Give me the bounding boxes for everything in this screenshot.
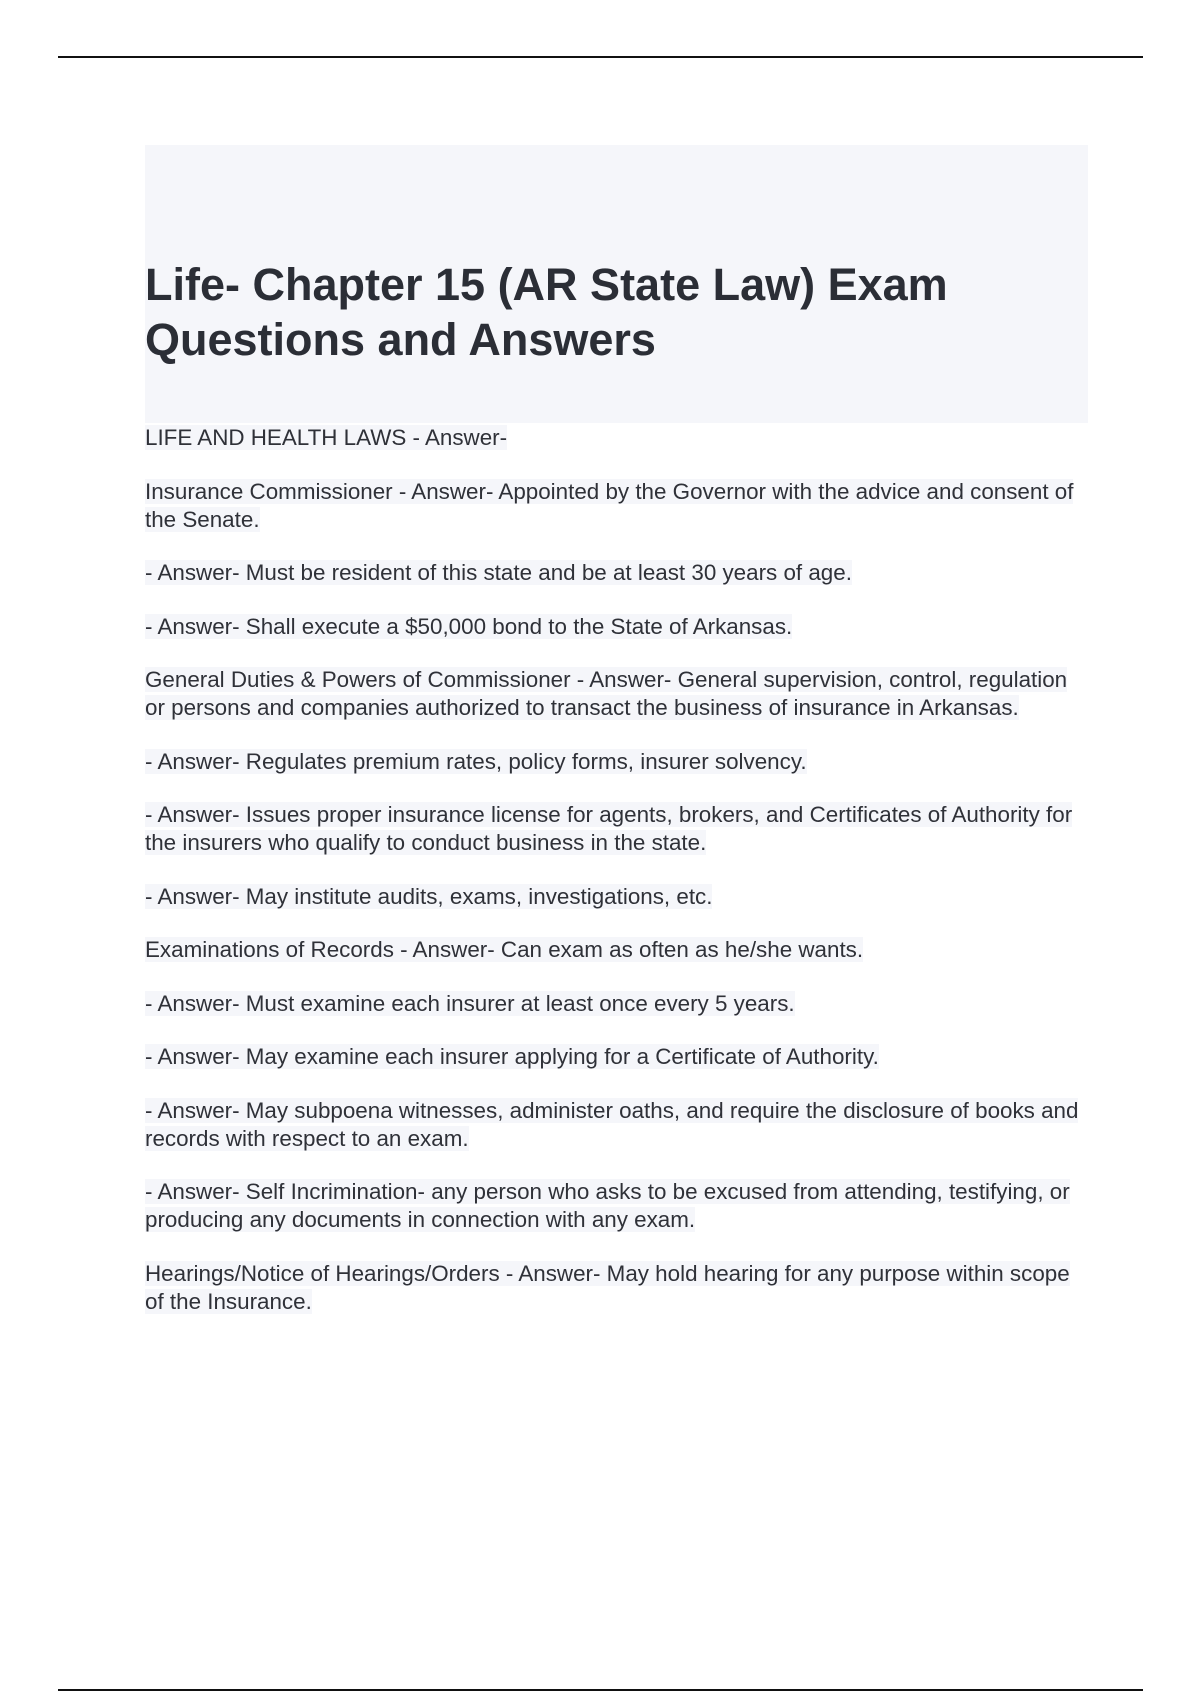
qa-entry: - Answer- Must be resident of this state and be at least 30 years of age.: [145, 560, 852, 585]
qa-entry: - Answer- Must examine each insurer at least once every 5 years.: [145, 990, 795, 1016]
qa-entry: Hearings/Notice of Hearings/Orders - Answer- May hold hearing for any purpose within scope of the Insurance.: [145, 1260, 1070, 1314]
qa-entry: - Answer- Issues proper insurance license for agents, brokers, and Certificates of Authority for the insurers who qualify to conduct business in the state.: [145, 802, 1073, 855]
title-banner: [145, 145, 1088, 423]
top-divider: [58, 56, 1143, 58]
qa-entry: - Answer- Regulates premium rates, policy forms, insurer solvency.: [145, 748, 807, 774]
qa-entry: Insurance Commissioner - Answer- Appointed by the Governor with the advice and consent of the Senate.: [145, 478, 1074, 532]
qa-entry: LIFE AND HEALTH LAWS - Answer-: [145, 425, 508, 450]
qa-entry: Examinations of Records - Answer- Can exam as often as he/she wants.: [145, 937, 864, 962]
qa-entry: - Answer- Self Incrimination- any person who asks to be excused from attending, testifying, or producing any documents in connection with any exam.: [145, 1179, 1070, 1232]
qa-list: [145, 424, 1085, 1341]
qa-entry: General Duties & Powers of Commissioner - Answer- General supervision, control, regulation or persons and companies authorized to transact the business of insurance in Arkansas.: [145, 667, 1068, 720]
qa-entry: - Answer- May institute audits, exams, investigations, etc.: [145, 883, 713, 909]
document-title: Life- Chapter 15 (AR State Law) Exam Questions and Answers: [145, 259, 948, 365]
qa-entry: - Answer- May examine each insurer applying for a Certificate of Authority.: [145, 1044, 879, 1069]
bottom-divider: [58, 1689, 1143, 1691]
qa-entry: - Answer- May subpoena witnesses, administer oaths, and require the disclosure of books and records with respect to an exam.: [145, 1097, 1079, 1151]
qa-entry: - Answer- Shall execute a $50,000 bond to the State of Arkansas.: [145, 613, 793, 639]
